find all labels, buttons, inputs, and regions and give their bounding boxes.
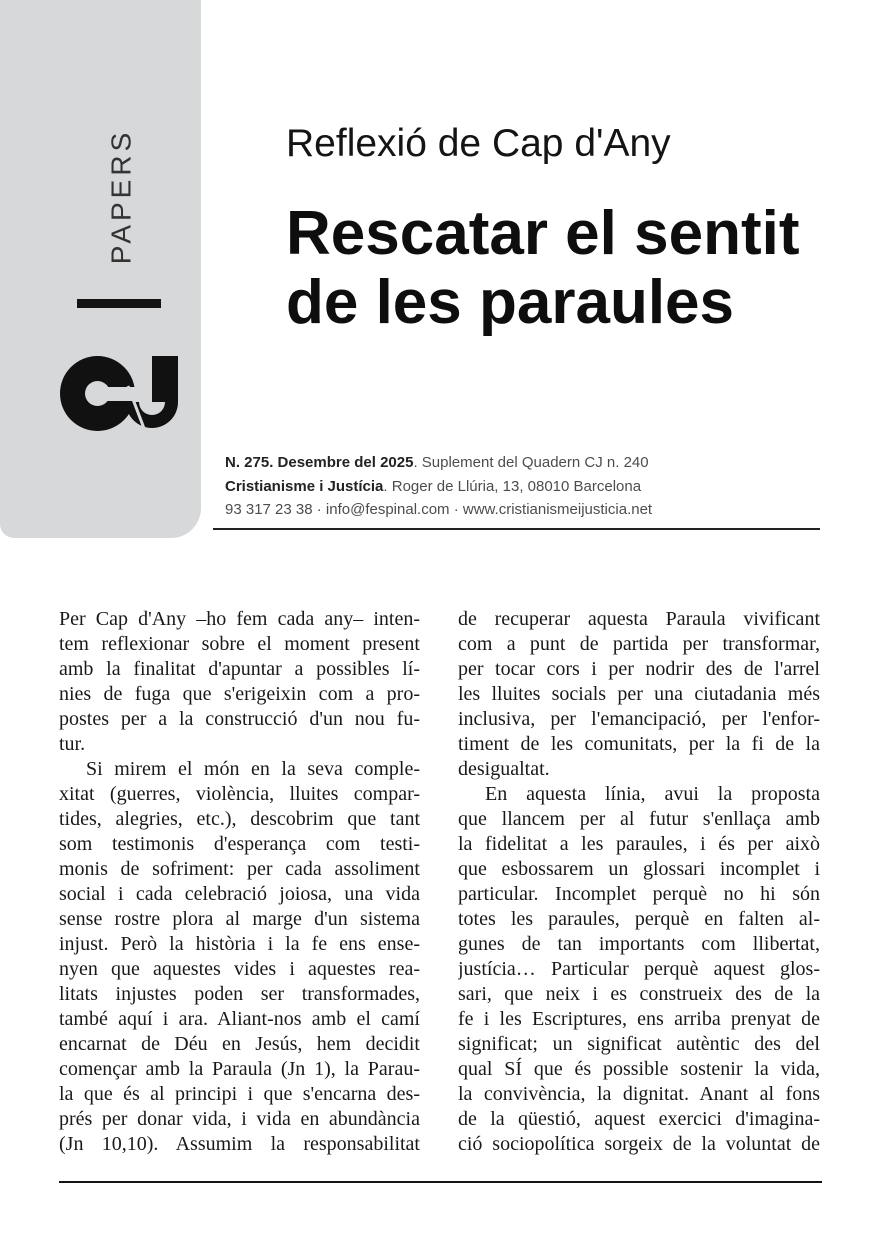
body-line: tem reflexionar sobre el moment present <box>59 633 420 655</box>
body-line: fe i les Escriptures, ens arriba prenyat de <box>458 1008 820 1030</box>
body-line: litats injustes poden ser transformades, <box>59 983 420 1005</box>
body-line: Si mirem el món en la seva comple- <box>86 758 420 780</box>
body-line: xitat (guerres, violència, lluites compar- <box>59 783 420 805</box>
body-line: tides, alegries, etc.), descobrim que tant <box>59 808 420 830</box>
masthead-vertical-title: PAPERS <box>105 128 137 265</box>
body-line: (Jn 10,10). Assumim la responsabilitat <box>59 1133 420 1155</box>
article-column-right <box>458 607 820 1157</box>
body-line: som testimonis d'esperança com testi- <box>59 833 420 855</box>
body-line: prés per donar vida, i vida en abundància <box>59 1108 420 1130</box>
body-line: justícia… Particular perquè aquest glos- <box>458 958 820 980</box>
body-line: desigualtat. <box>458 758 550 780</box>
body-line: ció sociopolítica sorgeix de la voluntat de <box>458 1133 820 1155</box>
body-line: encarnat de Déu en Jesús, hem decidit <box>59 1033 420 1055</box>
body-line: postes per a la construcció d'un nou fu- <box>59 708 420 730</box>
article-column-left <box>59 607 420 1157</box>
body-line: timent de les comunitats, per la fi de la <box>458 733 820 755</box>
body-line: nies de fuga que s'erigeixin com a pro- <box>59 683 420 705</box>
page-title <box>286 199 799 337</box>
j-hook <box>126 402 178 428</box>
org-line <box>225 475 785 499</box>
body-line: com a punt de partida per transformar, <box>458 633 820 655</box>
cj-logo-icon <box>60 356 178 431</box>
header-rule <box>213 528 820 530</box>
body-line: la convivència, la dignitat. Anant al fons <box>458 1083 820 1105</box>
body-line: nyen que aquestes vides i aquestes rea- <box>59 958 420 980</box>
masthead-rule <box>77 299 161 308</box>
body-line: inclusiva, per l'emancipació, per l'enfor- <box>458 708 820 730</box>
body-line: injust. Però la història i la fe ens ense- <box>59 933 420 955</box>
org-address: . Roger de Llúria, 13, 08010 Barcelona <box>383 477 642 495</box>
body-line: de recuperar aquesta Paraula vivificant <box>458 608 820 630</box>
body-line: significat; un significat autèntic des del <box>458 1033 820 1055</box>
body-line: per tocar cors i per nodrir des de l'arrel <box>458 658 820 680</box>
footer-rule <box>59 1181 822 1183</box>
body-line: sense rostre plora al marge d'un sistema <box>59 908 420 930</box>
body-line: gunes de tan importants com llibertat, <box>458 933 820 955</box>
issue-line <box>225 451 785 475</box>
body-line: la que és al principi i que s'encarna des- <box>59 1083 420 1105</box>
body-line: de la qüestió, aquest exercici d'imagina- <box>458 1108 820 1130</box>
body-line: En aquesta línia, avui la proposta <box>485 783 820 805</box>
body-line: totes les paraules, perquè en falten al- <box>458 908 820 930</box>
publication-info <box>225 451 785 522</box>
org-name: Cristianisme i Justícia <box>225 477 384 495</box>
body-line: tur. <box>59 733 86 755</box>
body-line: també aquí i ara. Aliant-nos amb el camí <box>59 1008 420 1030</box>
body-line: social i cada celebració joiosa, una vida <box>59 883 420 905</box>
kicker: Reflexió de Cap d'Any <box>286 122 671 165</box>
body-line: la fidelitat a les paraules, i és per això <box>458 833 820 855</box>
title-line-1: Rescatar el sentit <box>286 199 800 268</box>
body-line: que esbossarem un glossari incomplet i <box>458 858 820 880</box>
masthead-sidebar <box>0 0 201 538</box>
body-line: sari, que neix i es construeix des de la <box>458 983 820 1005</box>
body-line: que llancem per al futur s'enllaça amb <box>458 808 820 830</box>
body-line: amb la finalitat d'apuntar a possibles lí- <box>59 658 420 680</box>
body-line: les lluites socials per una ciutadania més <box>458 683 820 705</box>
issue-supplement: . Suplement del Quadern CJ n. 240 <box>413 454 649 471</box>
body-line: Per Cap d'Any –ho fem cada any– inten- <box>59 608 420 630</box>
body-line: qual SÍ que és possible sostenir la vida, <box>458 1058 820 1080</box>
j-glyph <box>152 356 178 402</box>
title-line-2: de les paraules <box>286 268 735 337</box>
body-line: particular. Incomplet perquè no hi són <box>458 883 820 905</box>
body-line: començar amb la Paraula (Jn 1), la Parau- <box>59 1058 420 1080</box>
contact-line: 93 317 23 38 · info@fespinal.com · www.cristianismeijusticia.net <box>225 501 653 518</box>
body-line: monis de sofriment: per cada assoliment <box>59 858 420 880</box>
issue-number: N. 275. Desembre del 2025 <box>225 454 414 471</box>
